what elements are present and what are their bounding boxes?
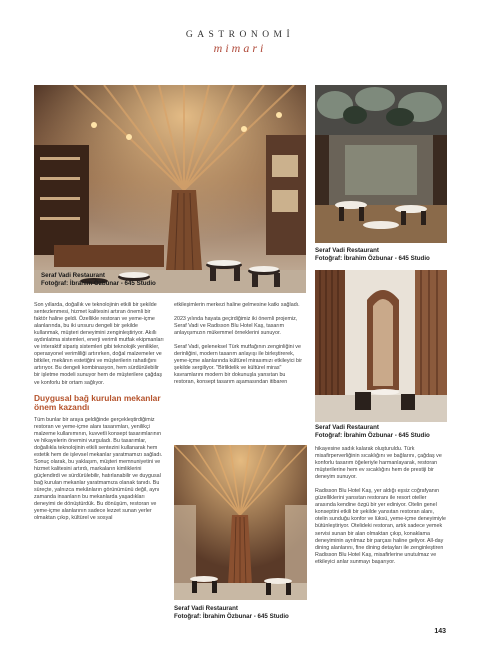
main-restaurant-photo: [34, 85, 306, 293]
mid-right-photo: [315, 270, 447, 422]
bottom-center-photo: [174, 445, 307, 600]
caption-credit: Fotoğraf: İbrahim Özbunar - 645 Studio: [174, 613, 289, 620]
top-right-photo: [315, 85, 447, 243]
bottom-center-caption: [174, 605, 334, 621]
mid-right-caption: [315, 424, 455, 440]
paragraph: Radisson Blu Hotel Kaş, yer aldığı eşsiz coğrafyanın güzelliklerini yansıtan restoranı ile resort oteller arasında kendine özgü bir yer ediniyor. Otelin genel konseptini etkili bir şekilde yansıtan restoran alanı, otelin sunduğu konfor ve lüksü, yeme-içme deneyimiyle bütünleştiriyor. Otelideki restoran, artık sadece yemek servisi sunan bir alan olmaktan çıkıp, konaklama deneyiminin ayrılmaz bir parçası haline geliyor. All-day dining alanlarını, fine dining detayları ile zenginleştiren Radisson Blu Hotel Kaş, misafirlerine unutulmaz ve etkileyici anlar sunmayı başarıyor.: [315, 488, 446, 565]
caption-title: Seraf Vadi Restaurant: [315, 424, 379, 431]
top-right-caption: [315, 247, 455, 263]
paragraph: 2023 yılında hayata geçirdiğimiz iki önemli projemiz, Seraf Vadi ve Radisson Blu Hotel Kaş, tasarım anlayışımızın mükemmel örneklerini sunuyor.: [174, 316, 298, 337]
section-title: GASTRONOMİ: [185, 30, 295, 40]
caption-credit: Fotoğraf: İbrahim Özbunar - 645 Studio: [315, 255, 430, 262]
article-column-2: [174, 302, 307, 393]
paragraph: Seraf Vadi, geleneksel Türk mutfağının zenginliğini ve derinliğini, modern tasarım anlayışı ile birleştirerek, yeme-içme alanlarında kültürel mirasımızı etkileyici bir şekilde sergiliyor. "Birliktelik ve kültürel miras" kavramlarını modern bir dokunuşla yansıtan bu restoran, konsept tasarım aşamasından itibaren: [174, 344, 302, 386]
article-column-3: [315, 446, 447, 573]
paragraph: Tüm bunlar bir araya geldiğinde gerçekleştirdiğimiz restoran ve yeme-içme alanı tasarımları, yenilikçi malzeme kullanımının, kuvvetli konsept tasarımlarının ve hikayelerin önemini vurguladı. Bu tasarımlar, doğallıkla teknolojinin etkili sentezini kullanarak hem estetik hem de işlevsel mekanlar yaratmamızı sağladı. Sonuç olarak, bu yaklaşım, müşteri memnuniyetini ve hizmet kalitesini artırdı, markaların kimliklerini güçlendirdi ve sürdürülebilir, hatırlanabilir ve duygusal bağ kurulan mekanlar yaratmamıza olanak tanıdı. Bu süreçte, yalnızca mekânların görünümünü değil, aynı zamanda insanların bu mekanlarda yaşadıkları deneyimi de dönüştürdük. Bu dönüşüm, restoran ve yeme-içme alanlarının sadece lezzet sunan yerler olmaktan çıkıp, kültürel ve sosyal: [34, 416, 163, 522]
article-column-1: [34, 302, 164, 529]
caption-credit: Fotoğraf: İbrahim Özbunar - 645 Studio: [315, 432, 430, 439]
paragraph: Son yıllarda, doğallık ve teknolojinin etkili bir şekilde sentezlenmesi, hizmet kalitesini artıran önemli bir faktör haline geldi. Özellikle restoran ve yeme-içme alanlarında, bu iki unsuru dengeli bir şekilde kullanmak, müşteri deneyimini zenginleştiriyor. Akıllı aydınlatma sistemleri, enerji verimli mutfak ekipmanları ve interaktif sipariş sistemleri gibi teknolojik yenilikler, operasyonel verimliliği artırırken, doğal malzemeler ve bitkiler, mekânın estetiğini ve müşterilerin rahatlığını artırıyor. Bu dengeli kombinasyon, hem sürdürülebilir bir işletme modeli sunuyor hem de müşterilere çağdaş ve konforlu bir ortam sağlıyor.: [34, 302, 164, 386]
page-number: 143: [434, 628, 446, 635]
paragraph: etkileşimlerin merkezi haline gelmesine katkı sağladı.: [174, 302, 300, 308]
section-heading: Duygusal bağ kurulan mekanlar önem kazandı: [34, 392, 161, 413]
caption-title: Seraf Vadi Restaurant: [174, 605, 238, 612]
caption-title: Seraf Vadi Restaurant: [41, 272, 105, 279]
caption-credit: Fotoğraf: İbrahim Özbunar - 645 Studio: [41, 280, 156, 287]
caption-title: Seraf Vadi Restaurant: [315, 247, 379, 254]
main-photo-caption: [41, 272, 241, 288]
paragraph: hikayesine sadık kalarak oluşturuldu. Türk misafirperverliğinin sıcaklığını ve bağlarını, çağdaş ve konforlu tasarım öğeleriyle harmanlayarak, restoran müşterilerine hem ev sıcaklığını hem de prestiji bir deneyim sunuyor.: [315, 446, 442, 481]
section-subtitle: mimari: [213, 41, 267, 55]
